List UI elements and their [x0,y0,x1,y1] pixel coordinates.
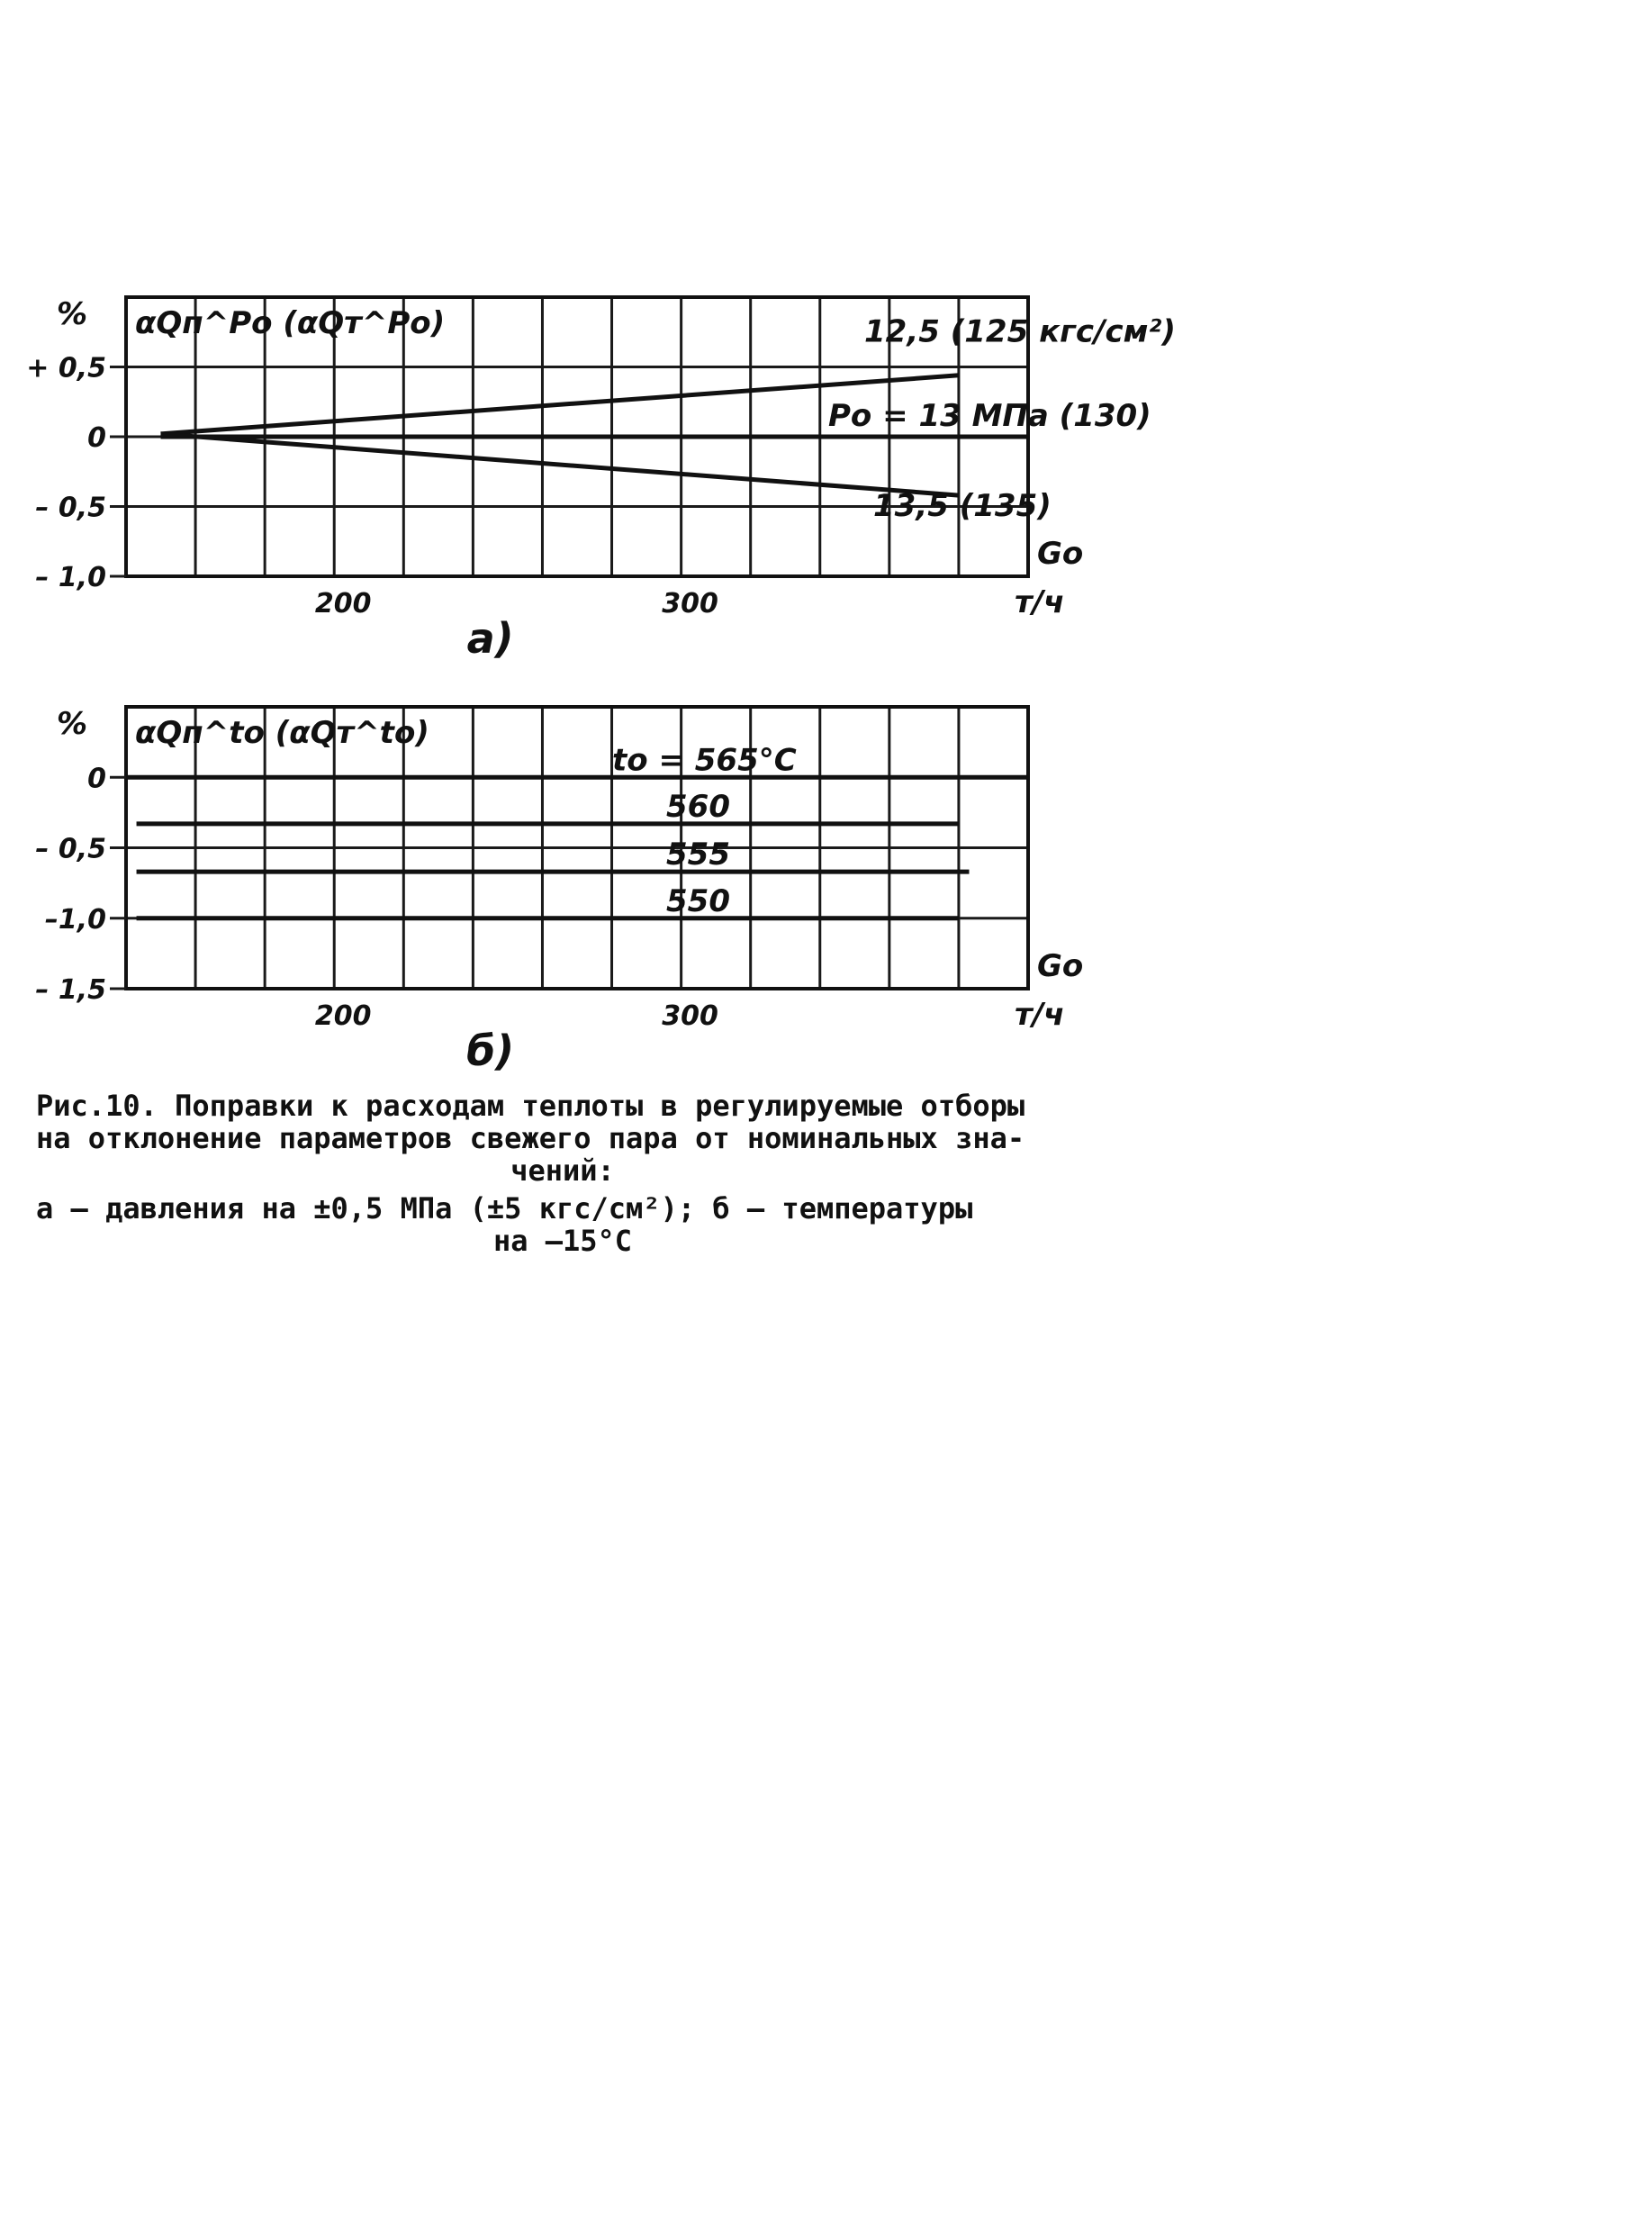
x-unit-label: т/ч [1015,584,1065,620]
series-label: 550 [666,882,730,919]
figure-caption [36,1090,1089,1257]
caption-line-3: чений: [510,1153,615,1188]
y-tick-label: + 0,5 [26,352,106,384]
series-label: Pо = 13 МПа (130) [828,398,1151,434]
y-unit-label: % [56,296,88,332]
chart-a [26,296,1176,663]
chart-b [35,706,1083,1075]
caption-line-5: на –15°С [492,1224,633,1258]
y-tick-label: – 1,5 [35,974,106,1006]
series-label: 555 [666,837,730,873]
y-tick-label: – 1,0 [35,562,106,593]
x-tick-label: 200 [314,1000,372,1032]
x-tick-label: 200 [314,588,372,620]
x-unit-label: т/ч [1015,997,1065,1033]
subplot-label: а) [466,614,514,663]
series-label: 12,5 (125 кгс/см²) [864,313,1176,350]
series-label: tо = 565°С [612,742,797,779]
y-unit-label: % [56,706,88,742]
y-tick-label: – 0,5 [35,492,106,524]
subplot-label: б) [466,1027,515,1075]
y-tick-label: – 0,5 [35,833,106,865]
charts-area [0,0,1652,1081]
caption-line-1: Рис.10. Поправки к расходам теплоты в регулируемые отборы [36,1089,1025,1123]
caption-line-4: а – давления на ±0,5 МПа (±5 кгс/см²); б – температуры [36,1191,973,1226]
y-tick-label: 0 [87,763,106,795]
series-line [161,434,959,495]
series-label: 13,5 (135) [873,487,1052,524]
x-tick-label: 300 [662,1000,718,1032]
y-axis-label: αQп^tо (αQт^tо) [135,715,429,751]
x-axis-label: Gо [1037,948,1084,984]
x-tick-label: 300 [662,588,718,620]
y-tick-label: –1,0 [44,903,106,936]
caption-line-2: на отклонение параметров свежего пара от номинальных зна- [36,1121,1025,1155]
y-axis-label: αQп^Pо (αQт^Pо) [135,305,446,341]
series-label: 560 [666,788,730,825]
x-axis-label: Gо [1037,536,1084,572]
y-tick-label: 0 [87,422,106,454]
